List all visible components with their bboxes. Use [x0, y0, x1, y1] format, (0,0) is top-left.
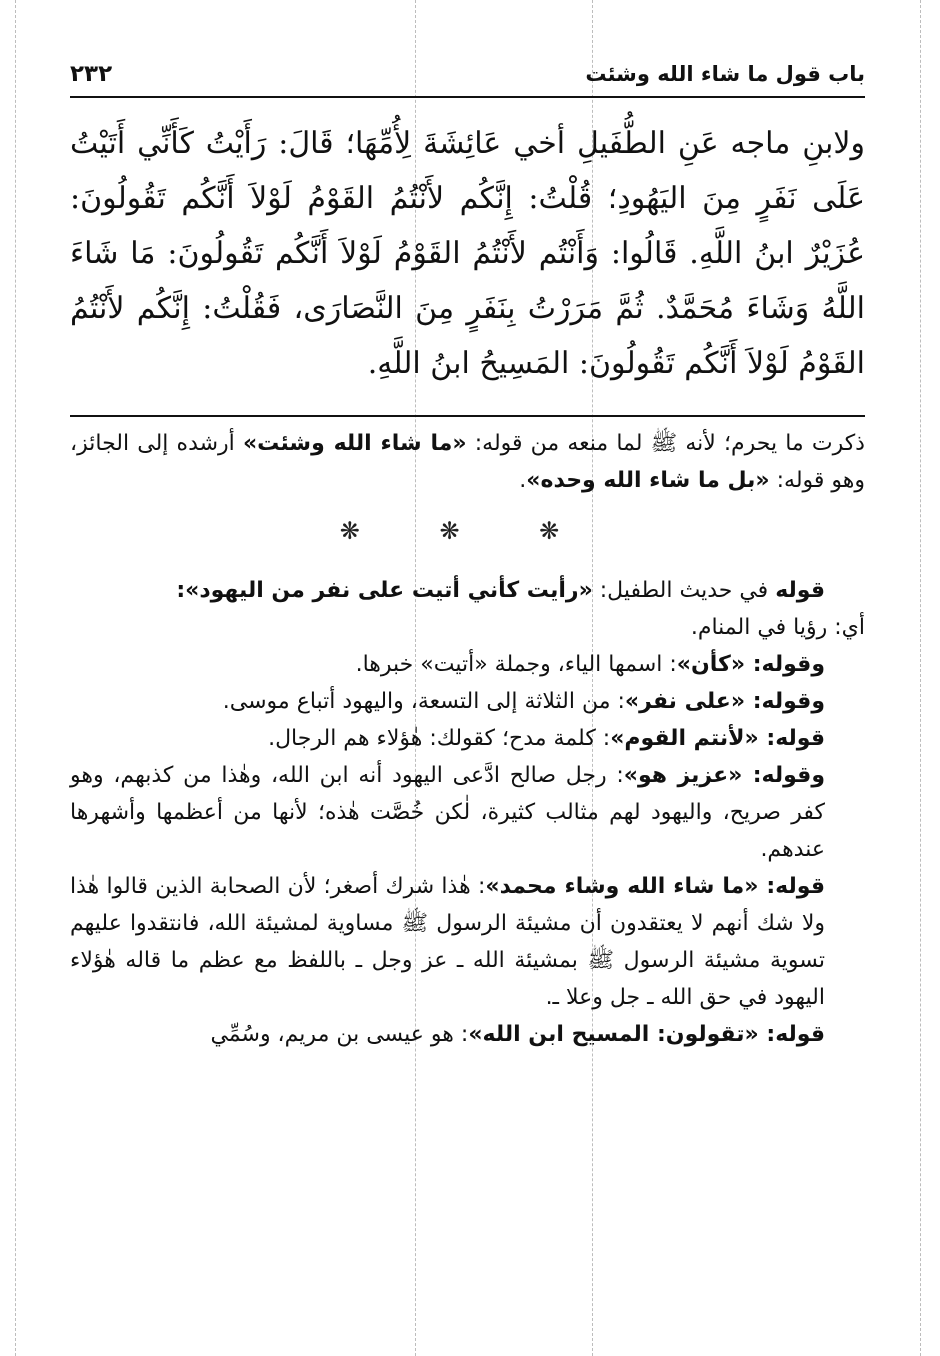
commentary-entry: قوله في حديث الطفيل: «رأيت كأني أتيت على نفر من اليهود»: — [176, 578, 825, 603]
commentary-entry: وقوله: «على نفر»: من الثلاثة إلى التسعة، واليهود أتباع موسى. — [222, 689, 825, 714]
book-page — [70, 52, 865, 1053]
commentary-entry: وقوله: «كأن»: اسمها الياء، وجملة «أتيت» خبرها. — [355, 652, 825, 677]
hadith-text: ولابنِ ماجه عَنِ الطُّفَيلِ أخي عَائِشَةَ لِأُمِّهَا؛ قَالَ: رَأَيْتُ كَأَنِّي أَتَيْتُ عَلَى نَفَرٍ مِنَ اليَهُودِ؛ قُلْتُ: إِنَّكُم لأَنْتُمُ القَوْمُ لَوْلاَ أَنَّكُم تَقُولُونَ: عُزَيْرٌ ابنُ اللَّهِ. قَالُوا: وَأَنْتُم لأَنْتُمُ القَوْمُ لَوْلاَ أَنَّكُم تَقُولُونَ: مَا شَاءَ اللَّهُ وَشَاءَ مُحَمَّدٌ. ثُمَّ مَرَرْتُ بِنَفَرٍ مِنَ النَّصَارَى، فَقُلْتُ: إِنَّكُم لأَنْتُمُ القَوْمُ لَوْلاَ أَنَّكُم تَقُولُونَ: المَسِيحُ ابنُ اللَّهِ. — [70, 126, 865, 381]
commentary-entry: وقوله: «عزيز هو»: رجل صالح ادَّعى اليهود أنه ابن الله، وهٰذا من كذبهم، وهو كفر صريح، واليهود لهم مثالب كثيرة، لٰكن خُصَّت هٰذه؛ لأنها من أعظمها وأشهرها عندهم. — [70, 763, 825, 862]
page-header — [70, 52, 865, 96]
commentary-entry: قوله: «لأنتم القوم»: كلمة مدح؛ كقولك: هٰؤلاء هم الرجال. — [268, 726, 825, 751]
commentary-entry: قوله: «تقولون: المسيح ابن الله»: هو عيسى بن مريم، وسُمِّي — [210, 1022, 825, 1047]
commentary-entry: قوله: «ما شاء الله وشاء محمد»: هٰذا شرك أصغر؛ لأن الصحابة الذين قالوا هٰذا ولا شك أنهم لا يعتقدون أن مشيئة الرسول ﷺ مساوية لمشيئة الله، فانتقدوا عليهم تسوية مشيئة الرسول ﷺ بمشيئة الله ـ عز وجل ـ باللفظ مع عظم ما قاله هٰؤلاء اليهود في حق الله ـ جل وعلا ـ. — [70, 874, 825, 1010]
commentary — [70, 417, 865, 1053]
section-separator: ❋ ❋ ❋ — [339, 517, 596, 545]
commentary-entry: أي: رؤيا في المنام. — [690, 615, 865, 640]
chapter-title: باب قول ما شاء الله وشئت — [585, 62, 865, 86]
page-number: ٢٣٢ — [70, 61, 113, 87]
note-paragraph: ذكرت ما يحرم؛ لأنه ﷺ لما منعه من قوله: «ما شاء الله وشئت» أرشده إلى الجائز، وهو قوله: «بل ما شاء الله وحده». — [70, 431, 865, 493]
